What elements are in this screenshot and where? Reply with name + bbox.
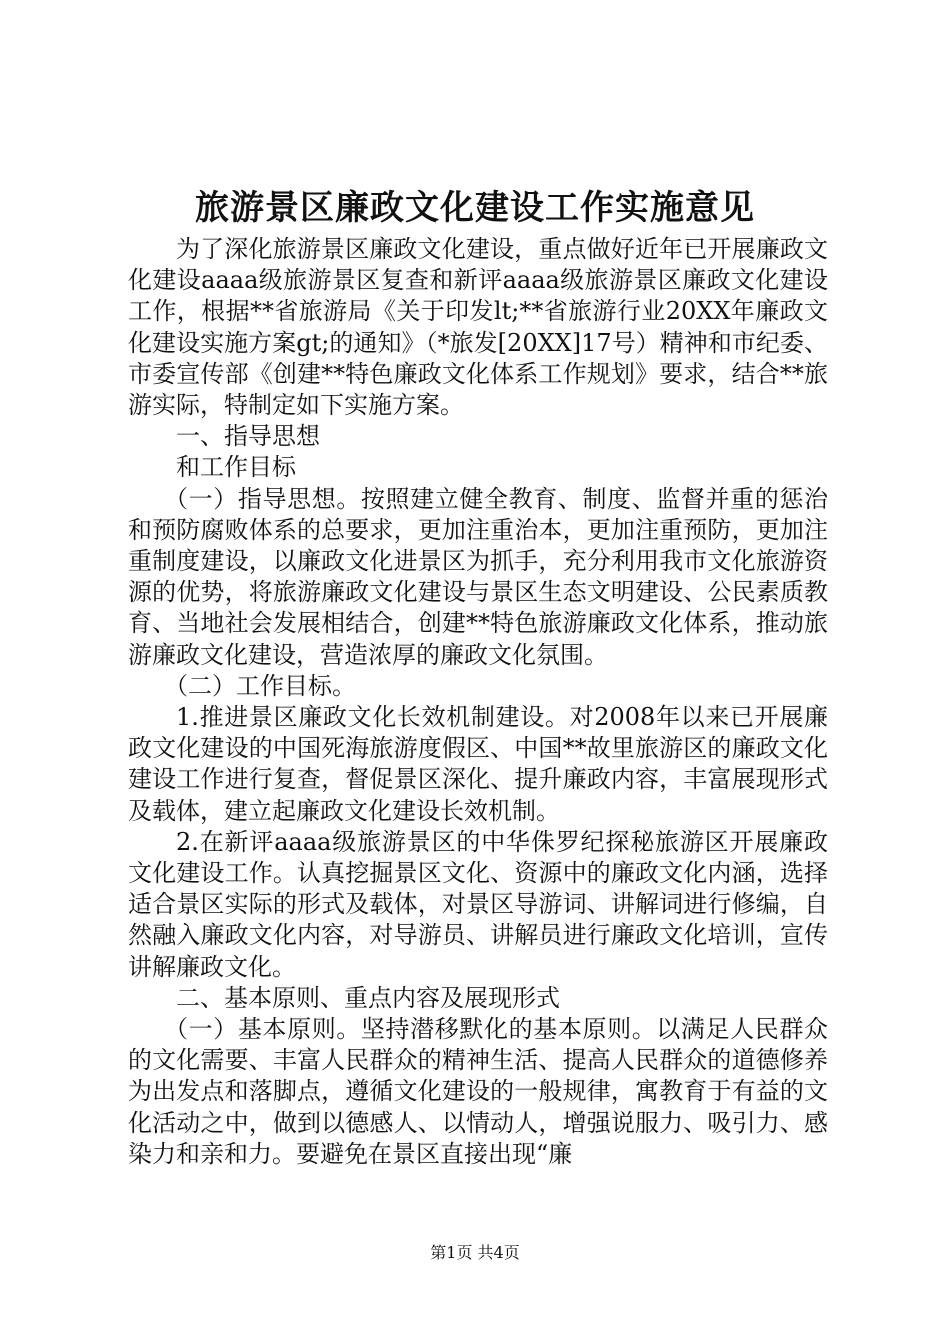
- section-heading-2: 二、基本原则、重点内容及展现形式: [176, 983, 560, 1012]
- page-footer: 第1页 共4页: [430, 1243, 520, 1262]
- work-goals-heading: （二）工作目标。: [164, 671, 356, 700]
- basic-principle-paragraph: （一）基本原则。坚持潜移默化的基本原则。以满足人民群众的文化需要、丰富人民群众的精神生活、提高人民群众的道德修养为出发点和落脚点，遵循文化建设的一般规律，寓教育于有益的文化活动之中，做到以德感人、以情动人，增强说服力、吸引力、感染力和亲和力。要避免在景区直接出现“廉: [128, 1015, 828, 1168]
- intro-paragraph: 为了深化旅游景区廉政文化建设，重点做好近年已开展廉政文化建设aaaa级旅游景区复查和新评aaaa级旅游景区廉政文化建设工作，根据**省旅游局《关于印发lt;**省旅游行业20XX年廉政文化建设实施方案gt;的通知》（*旅发[20XX]17号）精神和市纪委、市委宣传部《创建**特色廉政文化体系工作规划》要求，结合**旅游实际，特制定如下实施方案。: [128, 235, 828, 420]
- goal-item-1: 1.推进景区廉政文化长效机制建设。对2008年以来已开展廉政文化建设的中国死海旅游度假区、中国**故里旅游区的廉政文化建设工作进行复查，督促景区深化、提升廉政内容，丰富展现形式及载体，建立起廉政文化建设长效机制。: [128, 703, 828, 825]
- guiding-thought-paragraph: （一）指导思想。按照建立健全教育、制度、监督并重的惩治和预防腐败体系的总要求，更加注重治本，更加注重预防，更加注重制度建设，以廉政文化进景区为抓手，充分利用我市文化旅游资源的优势，将旅游廉政文化建设与景区生态文明建设、公民素质教育、当地社会发展相结合，创建**特色旅游廉政文化体系，推动旅游廉政文化建设，营造浓厚的廉政文化氛围。: [128, 484, 828, 669]
- goal-item-2: 2.在新评aaaa级旅游景区的中华侏罗纪探秘旅游区开展廉政文化建设工作。认真挖掘景区文化、资源中的廉政文化内涵，选择适合景区实际的形式及载体，对景区导游词、讲解词进行修编，自然融入廉政文化内容，对导游员、讲解员进行廉政文化培训，宣传讲解廉政文化。: [128, 827, 828, 981]
- section-heading-1-cont: 和工作目标: [176, 453, 296, 482]
- section-heading-1: 一、指导思想: [176, 422, 320, 451]
- document-title: 旅游景区廉政文化建设工作实施意见: [195, 188, 755, 228]
- document-body: [128, 234, 828, 1170]
